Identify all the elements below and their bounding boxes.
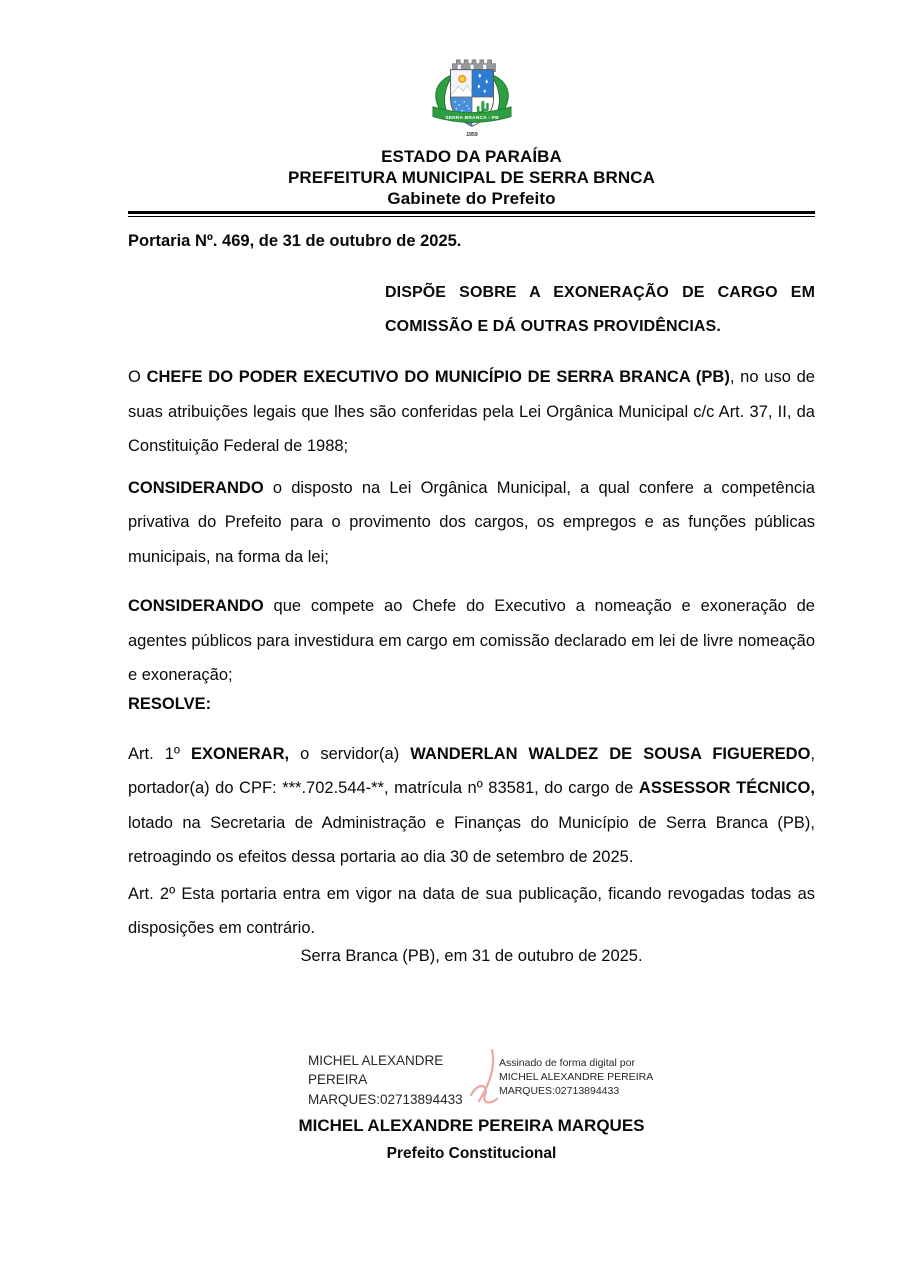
digital-signature-stamp [308,1051,658,1111]
article-1-paragraph: Art. 1º EXONERAR, o servidor(a) WANDERLAN WALDEZ DE SOUSA FIGUEREDO, portador(a) do CPF: ***.702.544-**, matrícula nº 83581, do cargo de ASSESSOR TÉCNICO, lotado na Secretaria de Administração e Finanças do Município de Serra Branca (PB), retroagindo os efeitos dessa portaria ao dia 30 de setembro de 2025. [128,744,816,866]
stamp-signer-name: MICHEL ALEXANDRE PEREIRA MARQUES:02713894433 [308,1052,463,1107]
considering-paragraph-1: CONSIDERANDO o disposto na Lei Orgânica Municipal, a qual confere a competência privativa do Prefeito para o provimento dos cargos, os empregos e as funções públicas municipais, na forma da lei; [128,478,815,566]
divider-thin-line [128,216,815,217]
signature-flourish-icon [468,1047,500,1111]
letterhead-municipality: PREFEITURA MUNICIPAL DE SERRA BRNCA [287,168,656,187]
article-2-paragraph: Art. 2º Esta portaria entra em vigor na data de sua publicação, ficando revogadas todas as disposições em contrário. [128,884,815,937]
ordinance-subject: DISPÕE SOBRE A EXONERAÇÃO DE CARGO EM COMISSÃO E DÁ OUTRAS PROVIDÊNCIAS. [385,284,815,335]
place-date-line: Serra Branca (PB), em 31 de outubro de 2025. [300,946,643,965]
letterhead-state: ESTADO DA PARAÍBA [381,147,562,166]
header-divider [128,211,815,217]
crest-banner-text: SERRA BRANCA - PB [444,116,499,122]
letterhead-office: Gabinete do Prefeito [387,189,556,208]
ordinance-number-line: Portaria Nº. 469, de 31 de outubro de 2025. [128,232,462,250]
signer-title: Prefeito Constitucional [386,1144,557,1162]
resolve-label: RESOLVE: [128,694,212,713]
crest-year: 1959 [465,132,478,139]
stamp-details: Assinado de forma digital por MICHEL ALEXANDRE PEREIRA MARQUES:02713894433 [498,1056,653,1097]
divider-thick-line [128,211,815,214]
signer-name: MICHEL ALEXANDRE PEREIRA MARQUES [298,1115,645,1135]
letterhead [128,146,815,209]
considering-paragraph-2: CONSIDERANDO que compete ao Chefe do Executivo a nomeação e exoneração de agentes públicos para investidura em cargo em comissão declarado em lei de livre nomeação e exoneração; [128,597,815,684]
crest-container [128,54,815,142]
municipal-crest-icon [423,54,521,142]
preamble-paragraph: O CHEFE DO PODER EXECUTIVO DO MUNICÍPIO DE SERRA BRANCA (PB), no uso de suas atribuições legais que lhes são conferidas pela Lei Orgânica Municipal c/c Art. 37, II, da Constituição Federal de 1988; [128,368,815,455]
